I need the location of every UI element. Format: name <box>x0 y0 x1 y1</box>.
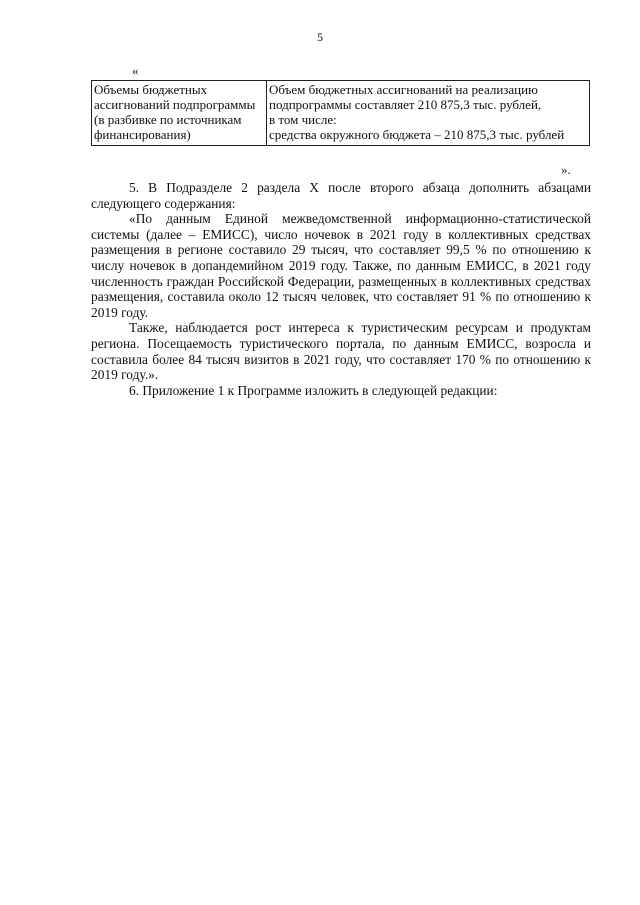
table-cell-heading: Объемы бюджетных ассигнований подпрограммы (в разбивке по источникам финансирования) <box>92 81 267 146</box>
table-cell-content <box>267 81 590 146</box>
table-cell-line: Объем бюджетных ассигнований на реализацию <box>269 82 538 97</box>
table-cell-line: подпрограммы составляет 210 875,3 тыс. рублей, <box>269 97 542 112</box>
paragraph-item-5: 5. В Подразделе 2 раздела X после второго абзаца дополнить абзацами следующего содержания: <box>91 180 591 211</box>
paragraph-item-6: 6. Приложение 1 к Программе изложить в следующей редакции: <box>129 382 498 398</box>
table-cell-line: средства окружного бюджета – 210 875,3 тыс. рублей <box>269 127 565 142</box>
closing-quote-mark: ». <box>561 162 571 177</box>
budget-allocation-table <box>91 80 590 146</box>
table-row <box>92 81 590 146</box>
document-body <box>91 180 591 398</box>
paragraph-tourism-interest: Также, наблюдается рост интереса к туристическим ресурсам и продуктам региона. Посещаемость туристического портала, по данным ЕМИСС, возросла и составила более 84 тысяч визитов в 2021 году, что составляет 170 % по отношению к 2019 году.». <box>91 320 591 383</box>
page-number: 5 <box>317 30 323 44</box>
paragraph-emiss-stats: «По данным Единой межведомственной информационно-статистической системы (далее – ЕМИСС), число ночевок в 2021 году в коллективных средствах размещения в регионе составило 29 тысяч, что составляет 99,5 % по отношению к числу ночевок в допандемийном 2019 году. Также, по данным ЕМИСС, в 2021 году численность граждан Российской Федерации, размещенных в коллективных средствах размещения, составила около 12 тысяч человек, что составляет 91 % по отношению к 2019 году. <box>91 211 591 320</box>
opening-quote-mark: « <box>132 63 139 78</box>
table-cell-line: в том числе: <box>269 112 337 127</box>
